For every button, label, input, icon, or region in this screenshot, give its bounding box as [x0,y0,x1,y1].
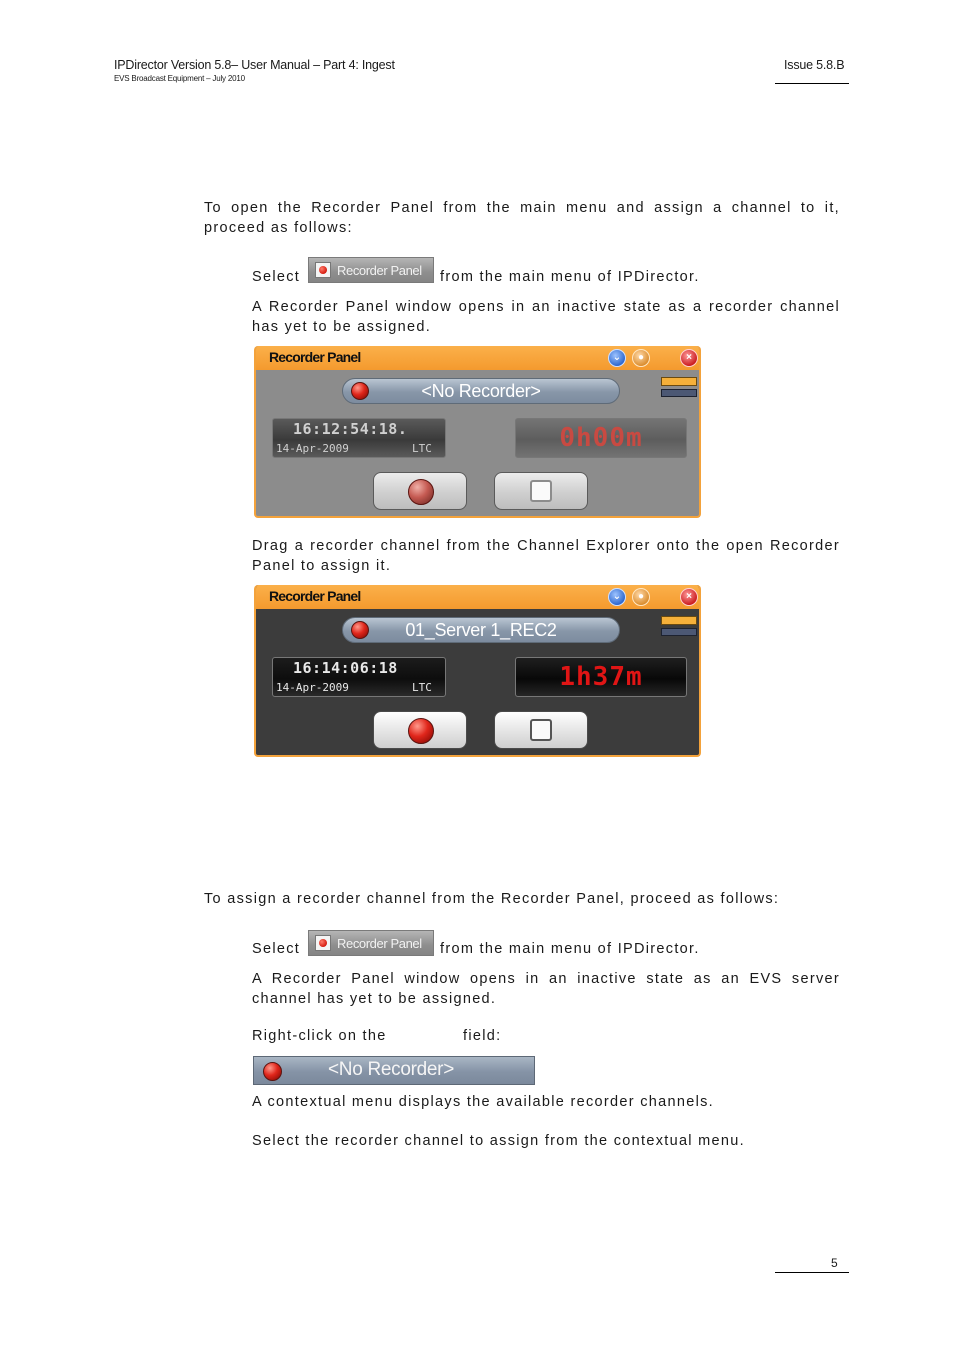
stop-button[interactable] [494,472,588,510]
stack-icon[interactable] [661,616,697,636]
close-icon[interactable]: × [680,588,698,606]
recorder-field-label: <No Recorder> [421,381,541,401]
document-subtitle: EVS Broadcast Equipment – July 2010 [114,74,245,83]
s2-step3-before: Right-click on the [252,1028,387,1044]
s2-step5-text: Select the recorder channel to assign from the contextual menu. [252,1133,745,1149]
remaining-time-display: 0h00m [515,418,687,458]
panel-title: Recorder Panel [269,588,361,604]
timecode-value: 16:12:54:18. [293,420,408,438]
close-icon[interactable]: × [680,349,698,367]
recorder-field[interactable] [342,378,620,404]
record-icon [315,262,331,278]
panel-title-bar [256,346,699,370]
recorder-panel-menu-button[interactable] [308,930,434,956]
menu-button-label: Recorder Panel [337,935,422,951]
timecode-value: 16:14:06:18 [293,659,398,677]
stop-button[interactable] [494,711,588,749]
s2-step1-after-text: from the main menu of IPDirector. [440,941,700,957]
stop-icon [530,719,552,741]
recorder-panel-inactive [254,346,701,518]
record-icon [408,718,434,744]
record-status-icon [351,382,369,400]
s2-step2-text: A Recorder Panel window opens in an inactive state as an EVS server channel has yet to be assigned. [252,971,840,1007]
panel-title-bar [256,585,699,609]
menu-button-label: Recorder Panel [337,262,422,278]
minimize-icon[interactable]: ⌄ [608,349,626,367]
header-rule [775,83,849,84]
s2-step4-text: A contextual menu displays the available recorder channels. [252,1094,714,1110]
recorder-field[interactable] [342,617,620,643]
footer-rule [775,1272,849,1273]
record-status-icon [351,621,369,639]
page-number: 5 [831,1256,838,1270]
panel-title: Recorder Panel [269,349,361,365]
step1-select-label: Select [252,269,301,285]
recorder-panel-menu-button[interactable] [308,257,434,283]
s2-step1-select-label: Select [252,941,301,957]
options-icon[interactable]: ● [632,588,650,606]
record-button[interactable] [373,472,467,510]
section2-intro: To assign a recorder channel from the Recorder Panel, proceed as follows: [204,891,780,907]
s2-step3-after: field: [463,1028,502,1044]
remaining-time-display: 1h37m [515,657,687,697]
issue-label: Issue 5.8.B [784,58,845,72]
field-label: <No Recorder> [328,1059,455,1080]
options-icon[interactable]: ● [632,349,650,367]
document-title: IPDirector Version 5.8– User Manual – Part 4: Ingest [114,58,395,72]
timecode-type: LTC [412,442,432,455]
stop-icon [530,480,552,502]
record-button[interactable] [373,711,467,749]
step1-after-text: from the main menu of IPDirector. [440,269,700,285]
step2-text: A Recorder Panel window opens in an inactive state as a recorder channel has yet to be assigned. [252,299,840,335]
timecode-display [272,418,446,458]
recorder-panel-active [254,585,701,757]
record-icon [408,479,434,505]
step3-text: Drag a recorder channel from the Channel Explorer onto the open Recorder Panel to assign it. [252,538,840,574]
timecode-date: 14-Apr-2009 [276,442,349,455]
timecode-display [272,657,446,697]
no-recorder-field[interactable] [253,1056,535,1085]
record-status-icon [263,1062,282,1081]
recorder-field-label: 01_Server 1_REC2 [405,620,557,640]
stack-icon[interactable] [661,377,697,397]
record-icon [315,935,331,951]
timecode-date: 14-Apr-2009 [276,681,349,694]
minimize-icon[interactable]: ⌄ [608,588,626,606]
section1-intro: To open the Recorder Panel from the main menu and assign a channel to it, proceed as follows: [204,200,840,236]
timecode-type: LTC [412,681,432,694]
